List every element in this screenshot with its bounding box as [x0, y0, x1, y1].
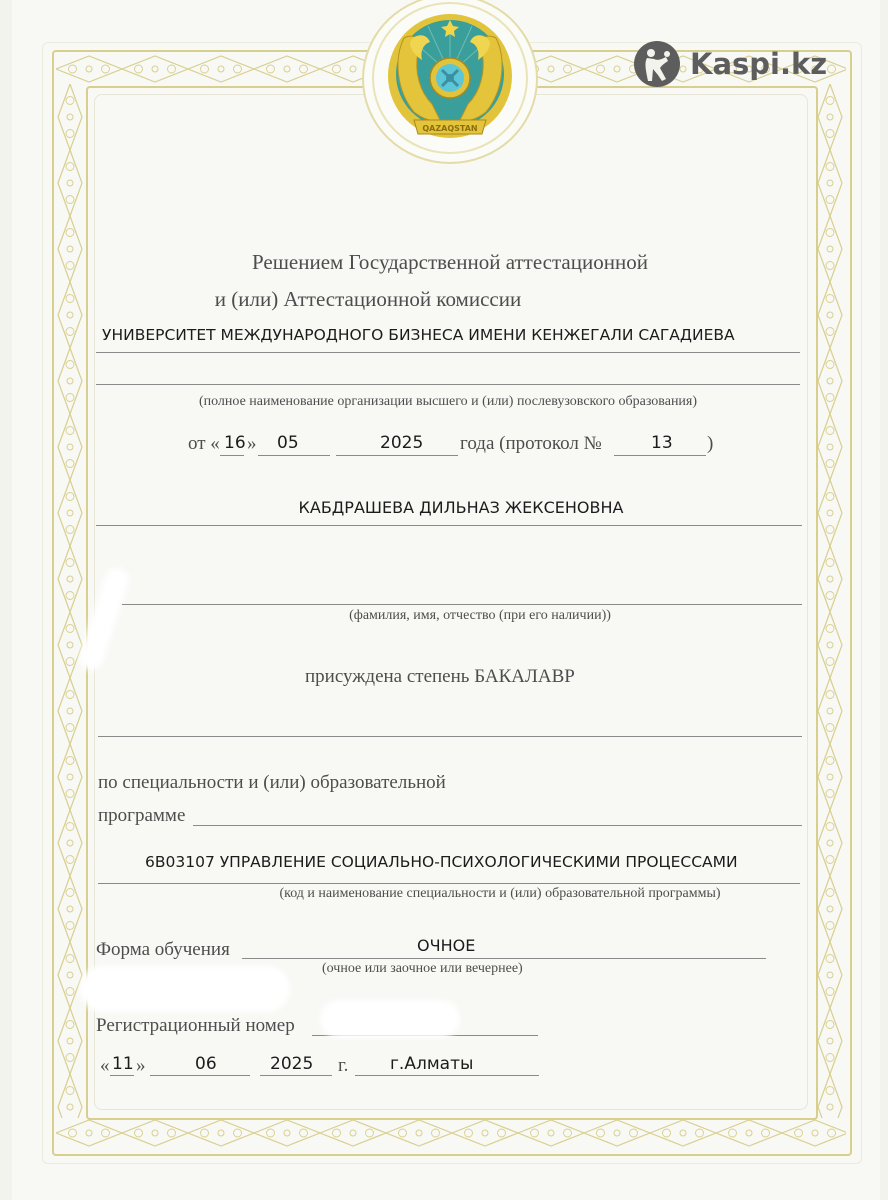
ornament-motif [518, 1120, 584, 1146]
decision-date-prefix: от « [188, 433, 220, 454]
issue-year-suffix: г. [338, 1055, 349, 1076]
ornament-motif [122, 56, 188, 82]
ornament-motif [584, 1120, 650, 1146]
ornament-motif [782, 1120, 846, 1146]
issue-city: г.Алматы [390, 1054, 474, 1074]
ornament-motif [58, 942, 82, 1008]
study-form-caption: (очное или заочное или вечернее) [322, 961, 523, 976]
protocol-close-paren: ) [707, 433, 714, 454]
ornament-motif [58, 348, 82, 414]
ornament-motif [818, 1008, 842, 1074]
registration-number-label: Регистрационный номер [96, 1015, 295, 1036]
ornament-band-left [56, 84, 84, 1118]
issue-day: 11 [112, 1054, 134, 1074]
decision-year: 2025 [380, 433, 424, 453]
ornament-motif [58, 1008, 82, 1074]
decision-day-underline [220, 455, 244, 456]
registration-number-redaction [320, 1000, 460, 1038]
protocol-number: 13 [651, 433, 673, 453]
decision-year-suffix: года (протокол № [460, 433, 602, 454]
study-form-value: ОЧНОЕ [417, 936, 476, 955]
study-form-label: Форма обучения [96, 939, 230, 960]
issue-month-underline [150, 1075, 250, 1076]
ornament-motif [818, 414, 842, 480]
decision-month-underline [258, 455, 330, 456]
ornament-motif [58, 84, 82, 150]
program-label-underline [193, 825, 802, 826]
issue-city-underline [355, 1075, 539, 1076]
ornament-motif [452, 1120, 518, 1146]
ornament-motif [188, 56, 254, 82]
ornament-motif [818, 810, 842, 876]
decision-year-underline [336, 455, 458, 456]
ornament-band-right [816, 84, 844, 1118]
ornament-motif [58, 678, 82, 744]
graduate-name-caption: (фамилия, имя, отчество (при его наличии)) [349, 608, 611, 623]
organization-underline-2 [96, 384, 800, 385]
ornament-motif [122, 1120, 188, 1146]
program-underline [98, 883, 800, 884]
ornament-motif [58, 744, 82, 810]
ornament-motif [56, 1120, 122, 1146]
ornament-motif [58, 480, 82, 546]
protocol-number-underline [614, 455, 706, 456]
ornament-motif [58, 414, 82, 480]
ornament-motif [58, 612, 82, 678]
study-form-underline [242, 958, 766, 959]
ornament-motif [716, 1120, 782, 1146]
degree-underline [98, 736, 802, 737]
ornament-motif [818, 546, 842, 612]
header-line-2: и (или) Аттестационной комиссии [214, 287, 522, 311]
ornament-motif [320, 1120, 386, 1146]
issue-day-underline [110, 1075, 134, 1076]
decision-day: 16 [224, 433, 246, 453]
organization-underline-1 [96, 352, 800, 353]
ornament-motif [818, 1074, 842, 1118]
ornament-band-bottom [56, 1118, 846, 1148]
issue-month: 06 [195, 1054, 217, 1074]
ornament-motif [254, 56, 320, 82]
ornament-motif [818, 84, 842, 150]
state-emblem [362, 0, 538, 158]
ornament-motif [56, 56, 122, 82]
ornament-motif [58, 150, 82, 216]
issue-date-close-quote: » [136, 1055, 146, 1076]
redaction-mark [80, 966, 290, 1012]
ornament-motif [818, 150, 842, 216]
emblem-icon [384, 8, 516, 148]
decision-day-close-quote: » [247, 433, 257, 454]
ornament-motif [58, 1074, 82, 1118]
ornament-motif [818, 678, 842, 744]
ornament-motif [58, 876, 82, 942]
decision-month: 05 [277, 433, 299, 453]
issue-year-underline [260, 1075, 332, 1076]
degree-awarded: присуждена степень БАКАЛАВР [305, 666, 575, 687]
issue-year: 2025 [270, 1054, 314, 1074]
header-line-1: Решением Государственной аттестационной [252, 250, 648, 274]
emblem-inscription: QAZAQSTAN [422, 124, 478, 133]
ornament-motif [818, 744, 842, 810]
graduate-name-underline-2 [122, 604, 802, 605]
organization-name: УНИВЕРСИТЕТ МЕЖДУНАРОДНОГО БИЗНЕСА ИМЕНИ КЕНЖЕГАЛИ САГАДИЕВА [102, 326, 735, 344]
program-label-line-1: по специальности и (или) образовательной [98, 772, 446, 793]
ornament-motif [386, 1120, 452, 1146]
program-label-line-2: программе [98, 805, 186, 826]
graduate-full-name: КАБДРАШЕВА ДИЛЬНАЗ ЖЕКСЕНОВНА [298, 498, 624, 517]
graduate-name-underline-1 [96, 525, 802, 526]
ornament-motif [818, 282, 842, 348]
kaspi-watermark [634, 40, 827, 88]
ornament-motif [58, 810, 82, 876]
issue-date-open-quote: « [100, 1055, 110, 1076]
ornament-motif [818, 348, 842, 414]
kaspi-brand-text: Kaspi.kz [690, 47, 828, 81]
program-code-name: 6B03107 УПРАВЛЕНИЕ СОЦИАЛЬНО-ПСИХОЛОГИЧЕСКИМИ ПРОЦЕССАМИ [145, 853, 738, 871]
ornament-motif [650, 1120, 716, 1146]
organization-caption: (полное наименование организации высшего и (или) послевузовского образования) [198, 394, 698, 409]
ornament-motif [818, 942, 842, 1008]
ornament-motif [254, 1120, 320, 1146]
ornament-motif [188, 1120, 254, 1146]
kaspi-logo-icon [634, 41, 680, 87]
program-caption: (код и наименование специальности и (или) образовательной программы) [279, 886, 721, 901]
ornament-motif [58, 546, 82, 612]
